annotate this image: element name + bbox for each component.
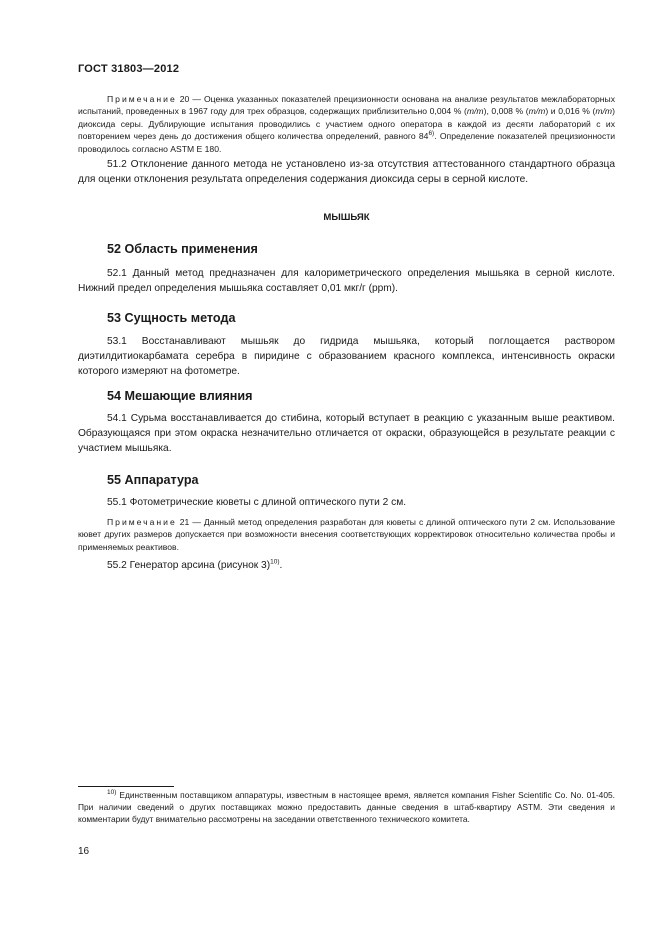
- paragraph-55-1: 55.1 Фотометрические кюветы с длиной оптического пути 2 см.: [107, 497, 407, 508]
- heading-52: 52 Область применения: [107, 242, 258, 256]
- document-header: ГОСТ 31803—2012: [78, 63, 180, 75]
- heading-54: 54 Мешающие влияния: [107, 389, 253, 403]
- paragraph-53-1: 53.1 Восстанавливают мышьяк до гидрида мышьяка, который поглощается раствором диэтилдитиокарбамата серебра в пиридине с образованием красного комплекса, интенсивность окраски которого измеряют на фотометре.: [78, 336, 615, 377]
- note-20: Примечание 20 — Оценка указанных показателей прецизионности основана на анализе результатов межлабораторных испытаний, проведенных в 1967 году для трех образцов, содержащих приблизительно 0,004 % (m/m), 0,008 % (m/m) и 0,016 % (m/m) диоксида серы. Дублирующие испытания проводились с участием одного оператора в каждой из десяти лабораторий с их повторением через день до достижения общего количества определений, равного 84$^{6)}$. Определение показателей прецизионности проводилось согласно ASTM E 180.: [78, 94, 615, 154]
- footnote-ref: 10): [107, 789, 117, 797]
- page-number: 16: [78, 846, 90, 857]
- section-title: МЫШЬЯК: [323, 212, 370, 223]
- note-label: Примечание: [107, 517, 177, 527]
- footnote-divider: [78, 786, 174, 787]
- paragraph-51-2: 51.2 Отклонение данного метода не установлено из-за отсутствия аттестованного стандартного образца для оценки отклонения результата определения содержания диоксида серы в серной кислоте.: [78, 159, 615, 185]
- note-label: Примечание: [107, 94, 177, 104]
- footnote-ref: 6): [428, 130, 435, 138]
- footnote-ref: 10): [270, 558, 280, 566]
- paragraph-52-1: 52.1 Данный метод предназначен для калориметрического определения мышьяка в серной кислоте. Нижний предел определения мышьяка составляет 0,01 мкг/г (ppm).: [78, 268, 615, 294]
- paragraph-55-2: 55.2 Генератор арсина (рисунок 3)$^{10)}$.: [107, 558, 283, 571]
- heading-53: 53 Сущность метода: [107, 311, 236, 325]
- paragraph-54-1: 54.1 Сурьма восстанавливается до стибина, который вступает в реакцию с указанным выше реактивом. Образующаяся при этом окраска незначительно отличается от окраски, образующейся в результате реакции с участием мышьяка.: [78, 413, 615, 454]
- note-21: Примечание 21 — Данный метод определения разработан для кюветы с длиной оптического пути 2 см. Использование кювет других размеров допускается при возможности внесения соответствующих корректировок относительно количества пробы и применяемых реактивов.: [78, 517, 615, 552]
- footnote-10: $^{10)}$ Единственным поставщиком аппаратуры, известным в настоящее время, является компания Fisher Scientific Co. No. 01-405. При наличии сведений о других поставщиках можно предоставить данные сведения в штаб-квартиру ASTM. Эти сведения и комментарии будут внимательно рассмотрены на заседании ответственного технического комитета.: [78, 789, 615, 825]
- heading-55: 55 Аппаратура: [107, 473, 199, 487]
